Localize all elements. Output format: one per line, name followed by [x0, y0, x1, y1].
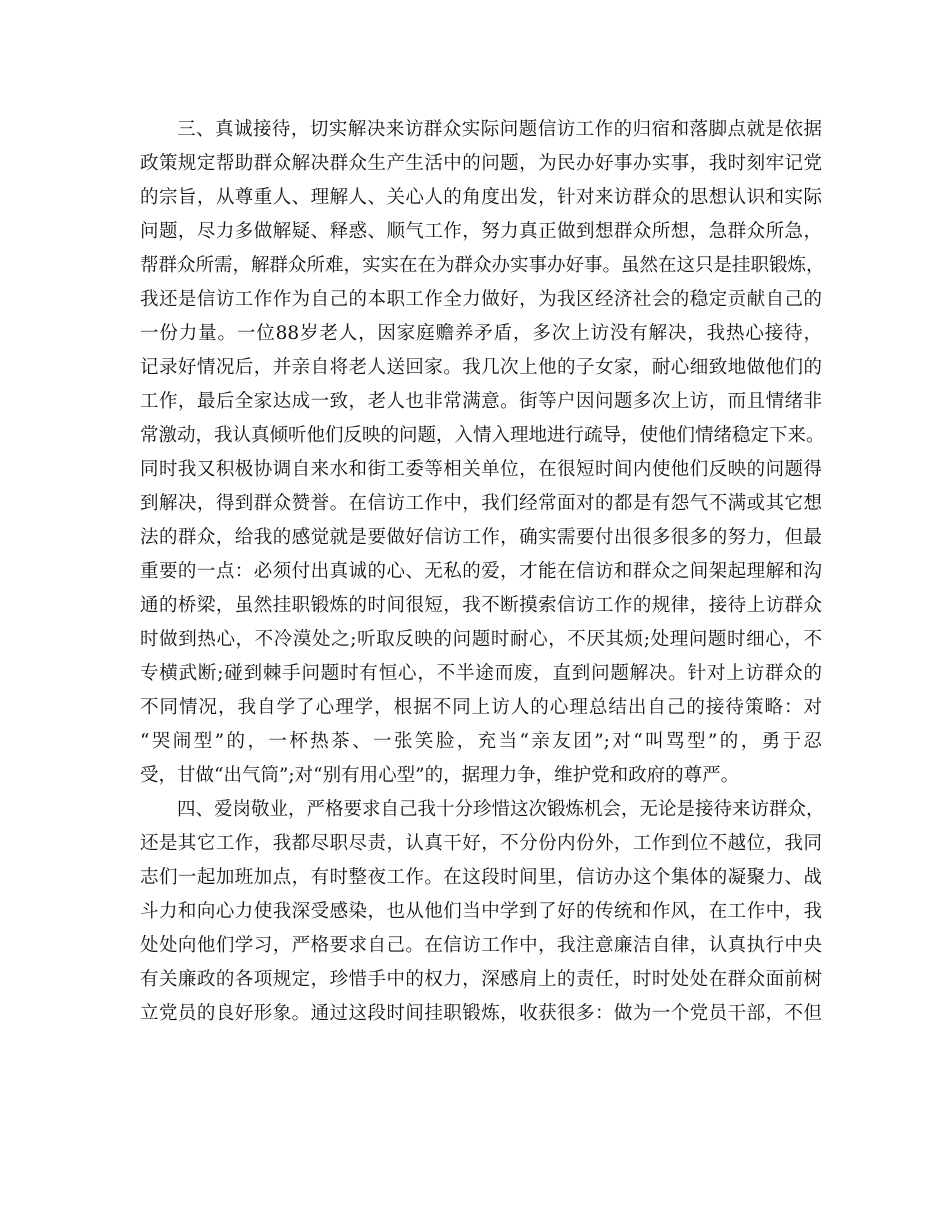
paragraph-line: 帮群众所需，解群众所难，实实在在为群众办实事办好事。虽然在这只是挂职锻炼，: [140, 255, 825, 276]
paragraph-line: 时做到热心，不冷漠处之;听取反映的问题时耐心，不厌其烦;处理问题时细心，不: [140, 629, 822, 650]
paragraph-line: 的宗旨，从尊重人、理解人、关心人的角度出发，针对来访群众的思想认识和实际: [140, 187, 822, 208]
paragraph-line: “哭闹型”的，一杯热茶、一张笑脸，充当“亲友团”;对“叫骂型”的，勇于忍: [140, 731, 822, 752]
paragraph-line: 重要的一点：必须付出真诚的心、无私的爱，才能在信访和群众之间架起理解和沟: [140, 561, 822, 582]
paragraph-line: 常激动，我认真倾听他们反映的问题，入情入理地进行疏导，使他们情绪稳定下来。: [140, 425, 825, 446]
paragraph-line: 志们一起加班加点，有时整夜工作。在这段时间里，信访办这个集体的凝聚力、战: [140, 867, 822, 888]
paragraph-line: 通的桥梁，虽然挂职锻炼的时间很短，我不断摸索信访工作的规律，接待上访群众: [140, 595, 822, 616]
paragraph-line: 斗力和向心力使我深受感染，也从他们当中学到了好的传统和作风，在工作中，我: [140, 901, 822, 922]
paragraph-line: 四、爱岗敬业，严格要求自己我十分珍惜这次锻炼机会，无论是接待来访群众，: [177, 799, 825, 820]
paragraph-line: 问题，尽力多做解疑、释惑、顺气工作，努力真正做到想群众所想，急群众所急，: [140, 221, 822, 242]
paragraph-line: 三、真诚接待，切实解决来访群众实际问题信访工作的归宿和落脚点就是依据: [177, 119, 822, 140]
paragraph-line: 立党员的良好形象。通过这段时间挂职锻炼，收获很多：做为一个党员干部，不但: [140, 1003, 822, 1024]
paragraph-line: 到解决，得到群众赞誉。在信访工作中，我们经常面对的都是有怨气不满或其它想: [140, 493, 822, 514]
paragraph-line: 一份力量。一位88岁老人，因家庭赡养矛盾，多次上访没有解决，我热心接待，: [140, 323, 822, 344]
paragraph-line: 记录好情况后，并亲自将老人送回家。我几次上他的子女家，耐心细致地做他们的: [140, 357, 822, 378]
paragraph-line: 同时我又积极协调自来水和街工委等相关单位，在很短时间内使他们反映的问题得: [140, 459, 822, 480]
paragraph-line: 不同情况，我自学了心理学，根据不同上访人的心理总结出自己的接待策略：对: [140, 697, 822, 718]
paragraph-line: 法的群众，给我的感觉就是要做好信访工作，确实需要付出很多很多的努力，但最: [140, 527, 822, 548]
paragraph-line: 专横武断;碰到棘手问题时有恒心，不半途而废，直到问题解决。针对上访群众的: [140, 663, 822, 684]
paragraph-line: 政策规定帮助群众解决群众生产生活中的问题，为民办好事办实事，我时刻牢记党: [140, 153, 822, 174]
paragraph-line: 工作，最后全家达成一致，老人也非常满意。街等户因问题多次上访，而且情绪非: [140, 391, 822, 412]
paragraph: [140, 793, 825, 1031]
paragraph: [140, 113, 825, 793]
paragraph-line: 处处向他们学习，严格要求自己。在信访工作中，我注意廉洁自律，认真执行中央: [140, 935, 822, 956]
paragraph-line: 我还是信访工作作为自己的本职工作全力做好，为我区经济社会的稳定贡献自己的: [140, 289, 822, 310]
paragraph-line: 受，甘做“出气筒”;对“别有用心型”的，据理力争，维护党和政府的尊严。: [140, 765, 740, 786]
paragraph-line: 还是其它工作，我都尽职尽责，认真干好，不分份内份外，工作到位不越位，我同: [140, 833, 822, 854]
document-body: [140, 113, 825, 1031]
paragraph-line: 有关廉政的各项规定，珍惜手中的权力，深感肩上的责任，时时处处在群众面前树: [140, 969, 822, 990]
